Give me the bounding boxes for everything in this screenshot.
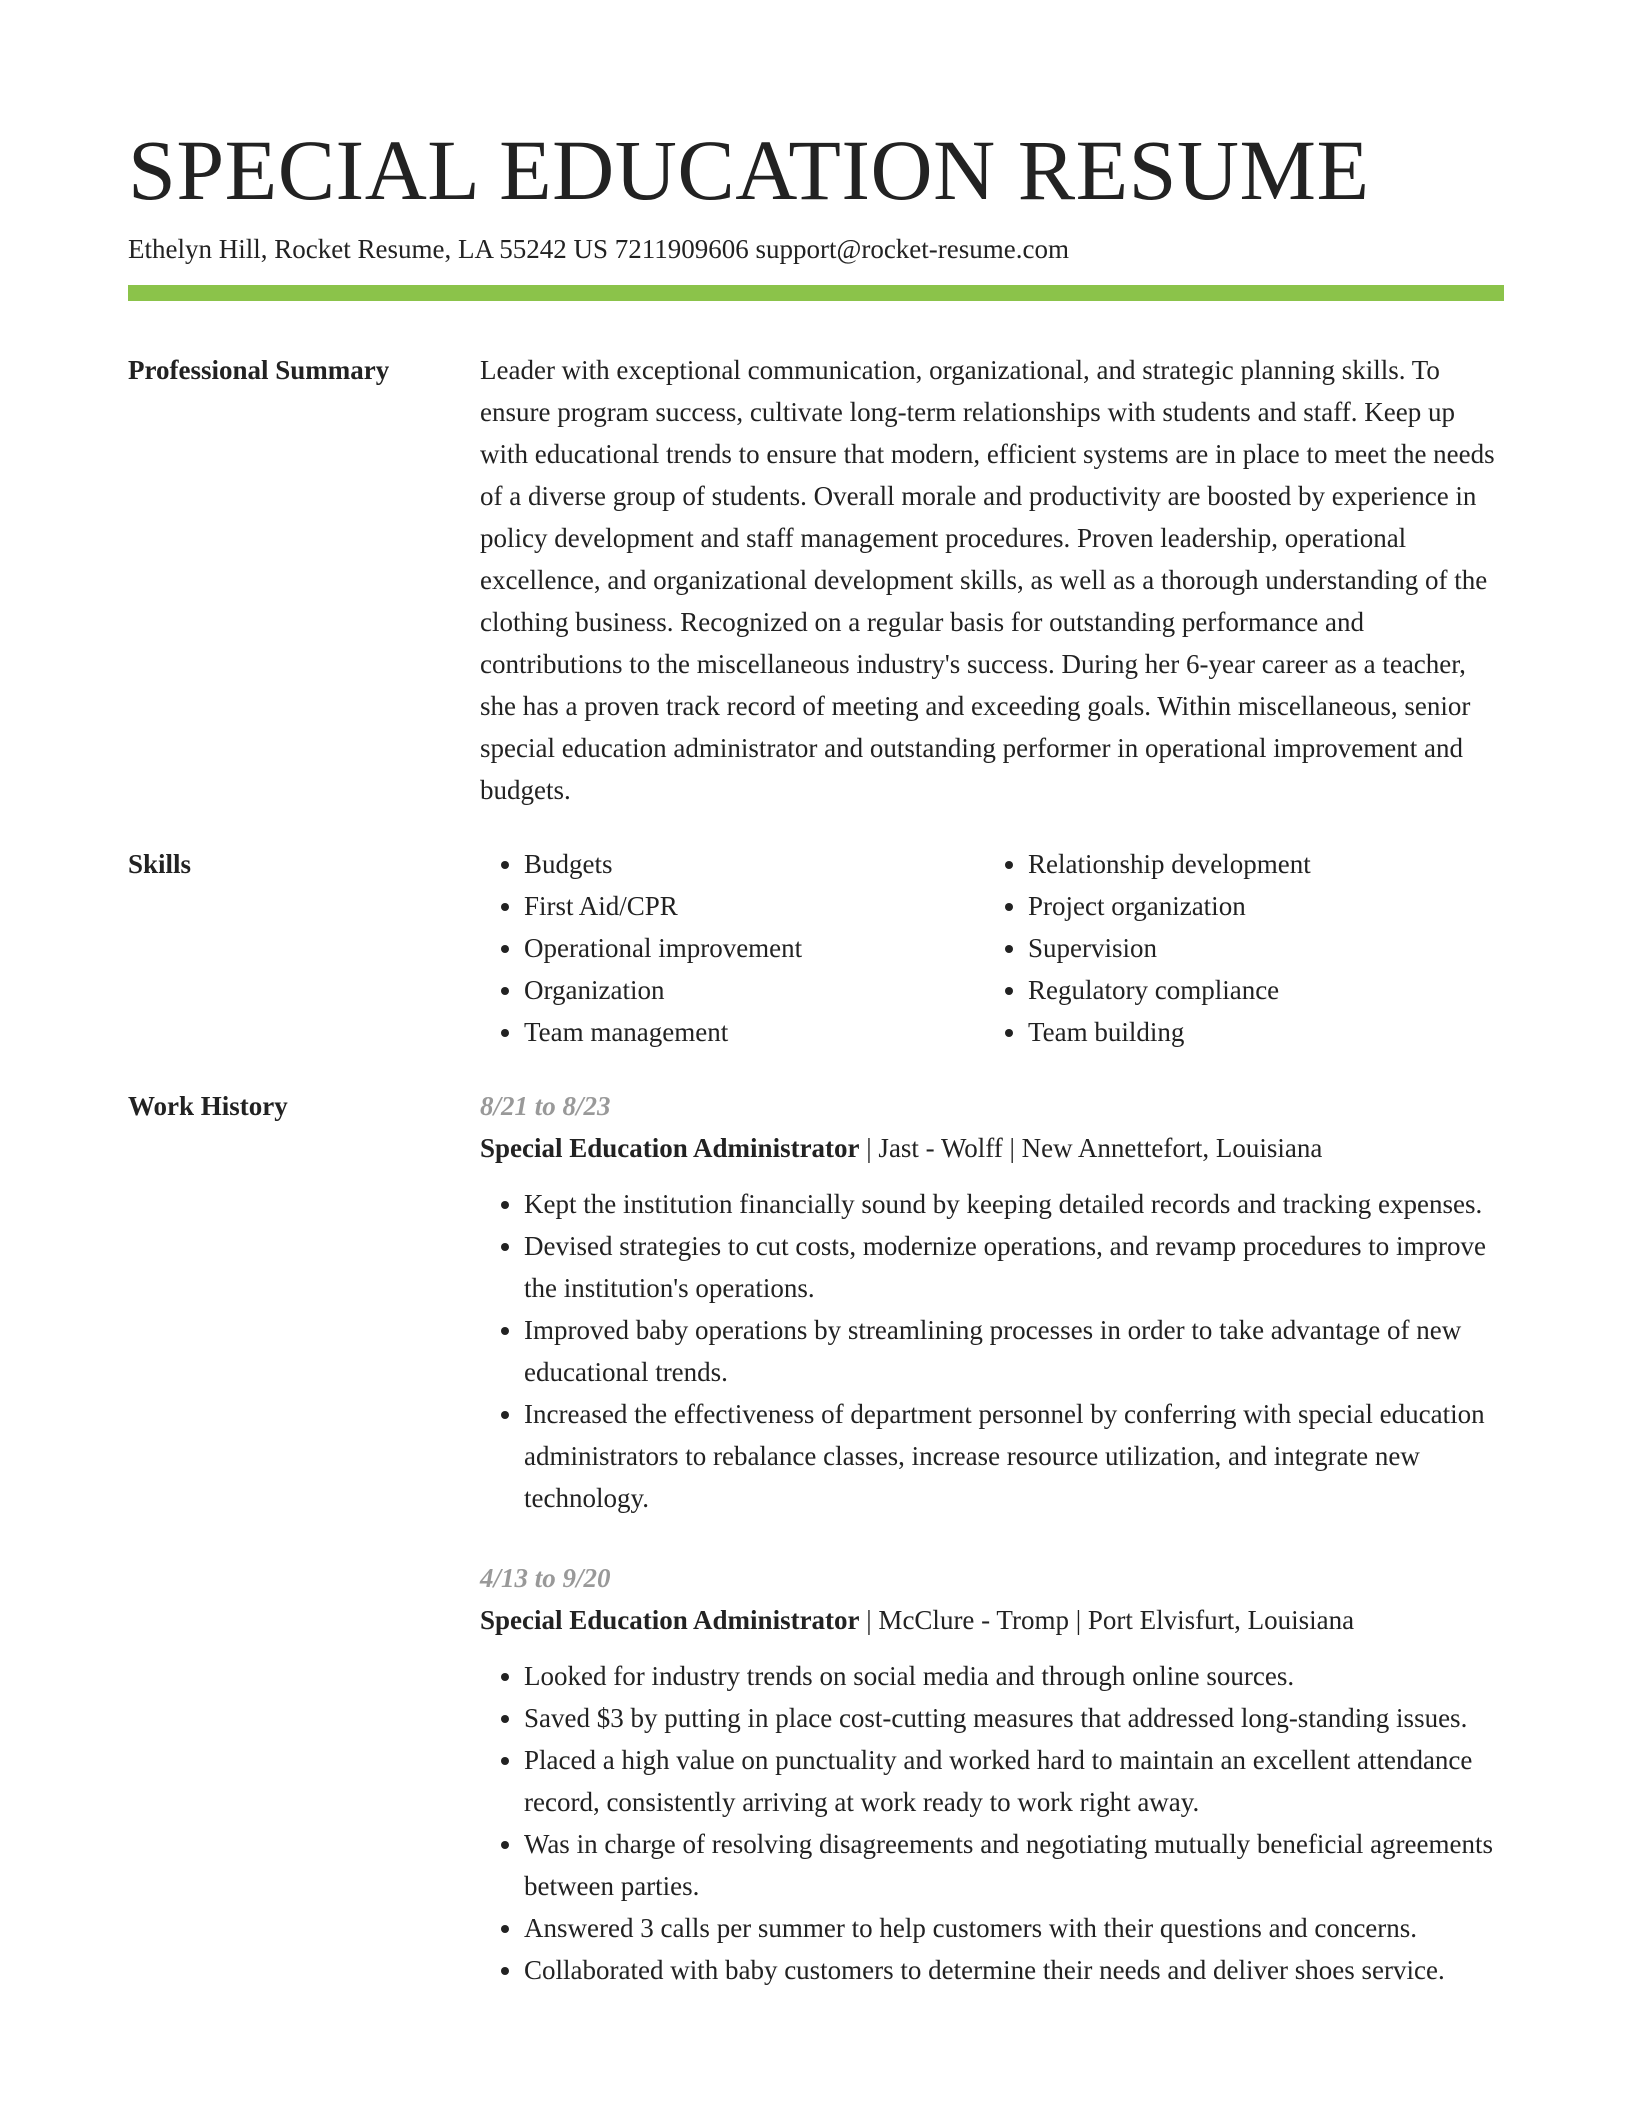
skill-item: • Relationship development — [1028, 843, 1488, 885]
job-bullet: • Looked for industry trends on social media and through online sources. — [524, 1655, 1504, 1697]
job-header — [480, 1127, 1504, 1169]
skills-list-right — [984, 843, 1488, 1053]
job-bullet: • Collaborated with baby customers to determine their needs and deliver shoes service. — [524, 1949, 1504, 1991]
skills-list-left — [480, 843, 984, 1053]
job-dates: 8/21 to 8/23 — [480, 1091, 611, 1121]
job-entry — [480, 1557, 1504, 1991]
skills-heading: Skills — [128, 849, 192, 879]
skills-body — [480, 843, 1504, 1053]
summary-body — [480, 349, 1504, 811]
work-history-body — [480, 1085, 1504, 2029]
skill-item: • Team building — [1028, 1011, 1488, 1053]
job-bullet: • Saved $3 by putting in place cost-cutting measures that addressed long-standing issues. — [524, 1697, 1504, 1739]
skill-item: • Project organization — [1028, 885, 1488, 927]
header-accent-rule — [128, 285, 1504, 301]
job-bullets — [480, 1183, 1504, 1519]
work-history-heading: Work History — [128, 1091, 288, 1121]
job-title: Special Education Administrator — [480, 1605, 860, 1635]
skill-item: • Operational improvement — [524, 927, 984, 969]
skill-item: • Budgets — [524, 843, 984, 885]
job-entry — [480, 1085, 1504, 1519]
job-bullet: • Placed a high value on punctuality and worked hard to maintain an excellent attendance record, consistently arriving at work ready to work right away. — [524, 1739, 1504, 1823]
job-details: | McClure - Tromp | Port Elvisfurt, Louisiana — [859, 1605, 1355, 1635]
job-details: | Jast - Wolff | New Annettefort, Louisiana — [859, 1133, 1323, 1163]
summary-heading: Professional Summary — [128, 355, 390, 385]
summary-text: Leader with exceptional communication, organizational, and strategic planning skills. To ensure program success, cultivate long-term relationships with students and staff. Keep up with educational trends to ensure that modern, efficient systems are in place to meet the needs of a diverse group of students. Overall morale and productivity are boosted by experience in policy development and staff management procedures. Proven leadership, operational excellence, and organizational development skills, as well as a thorough understanding of the clothing business. Recognized on a regular basis for outstanding performance and contributions to the miscellaneous industry's success. During her 6-year career as a teacher, she has a proven track record of meeting and exceeding goals. Within miscellaneous, senior special education administrator and outstanding performer in operational improvement and budgets. — [480, 355, 1495, 805]
job-header — [480, 1599, 1504, 1641]
skill-item: • Organization — [524, 969, 984, 1011]
job-bullet: • Was in charge of resolving disagreements and negotiating mutually beneficial agreements between parties. — [524, 1823, 1504, 1907]
job-bullet: • Devised strategies to cut costs, modernize operations, and revamp procedures to improve the institution's operations. — [524, 1225, 1504, 1309]
skill-item: • First Aid/CPR — [524, 885, 984, 927]
job-bullet: • Improved baby operations by streamlining processes in order to take advantage of new educational trends. — [524, 1309, 1504, 1393]
job-bullet: • Answered 3 calls per summer to help customers with their questions and concerns. — [524, 1907, 1504, 1949]
resume-title: SPECIAL EDUCATION RESUME — [128, 122, 1370, 218]
job-bullets — [480, 1655, 1504, 1991]
contact-line: Ethelyn Hill, Rocket Resume, LA 55242 US 7211909606 support@rocket-resume.com — [128, 234, 1069, 264]
skill-item: • Team management — [524, 1011, 984, 1053]
job-bullet: • Kept the institution financially sound by keeping detailed records and tracking expenses. — [524, 1183, 1504, 1225]
skill-item: • Supervision — [1028, 927, 1488, 969]
job-bullet: • Increased the effectiveness of department personnel by conferring with special education administrators to rebalance classes, increase resource utilization, and integrate new technology. — [524, 1393, 1504, 1519]
job-dates: 4/13 to 9/20 — [480, 1563, 611, 1593]
job-title: Special Education Administrator — [480, 1133, 860, 1163]
skill-item: • Regulatory compliance — [1028, 969, 1488, 1011]
